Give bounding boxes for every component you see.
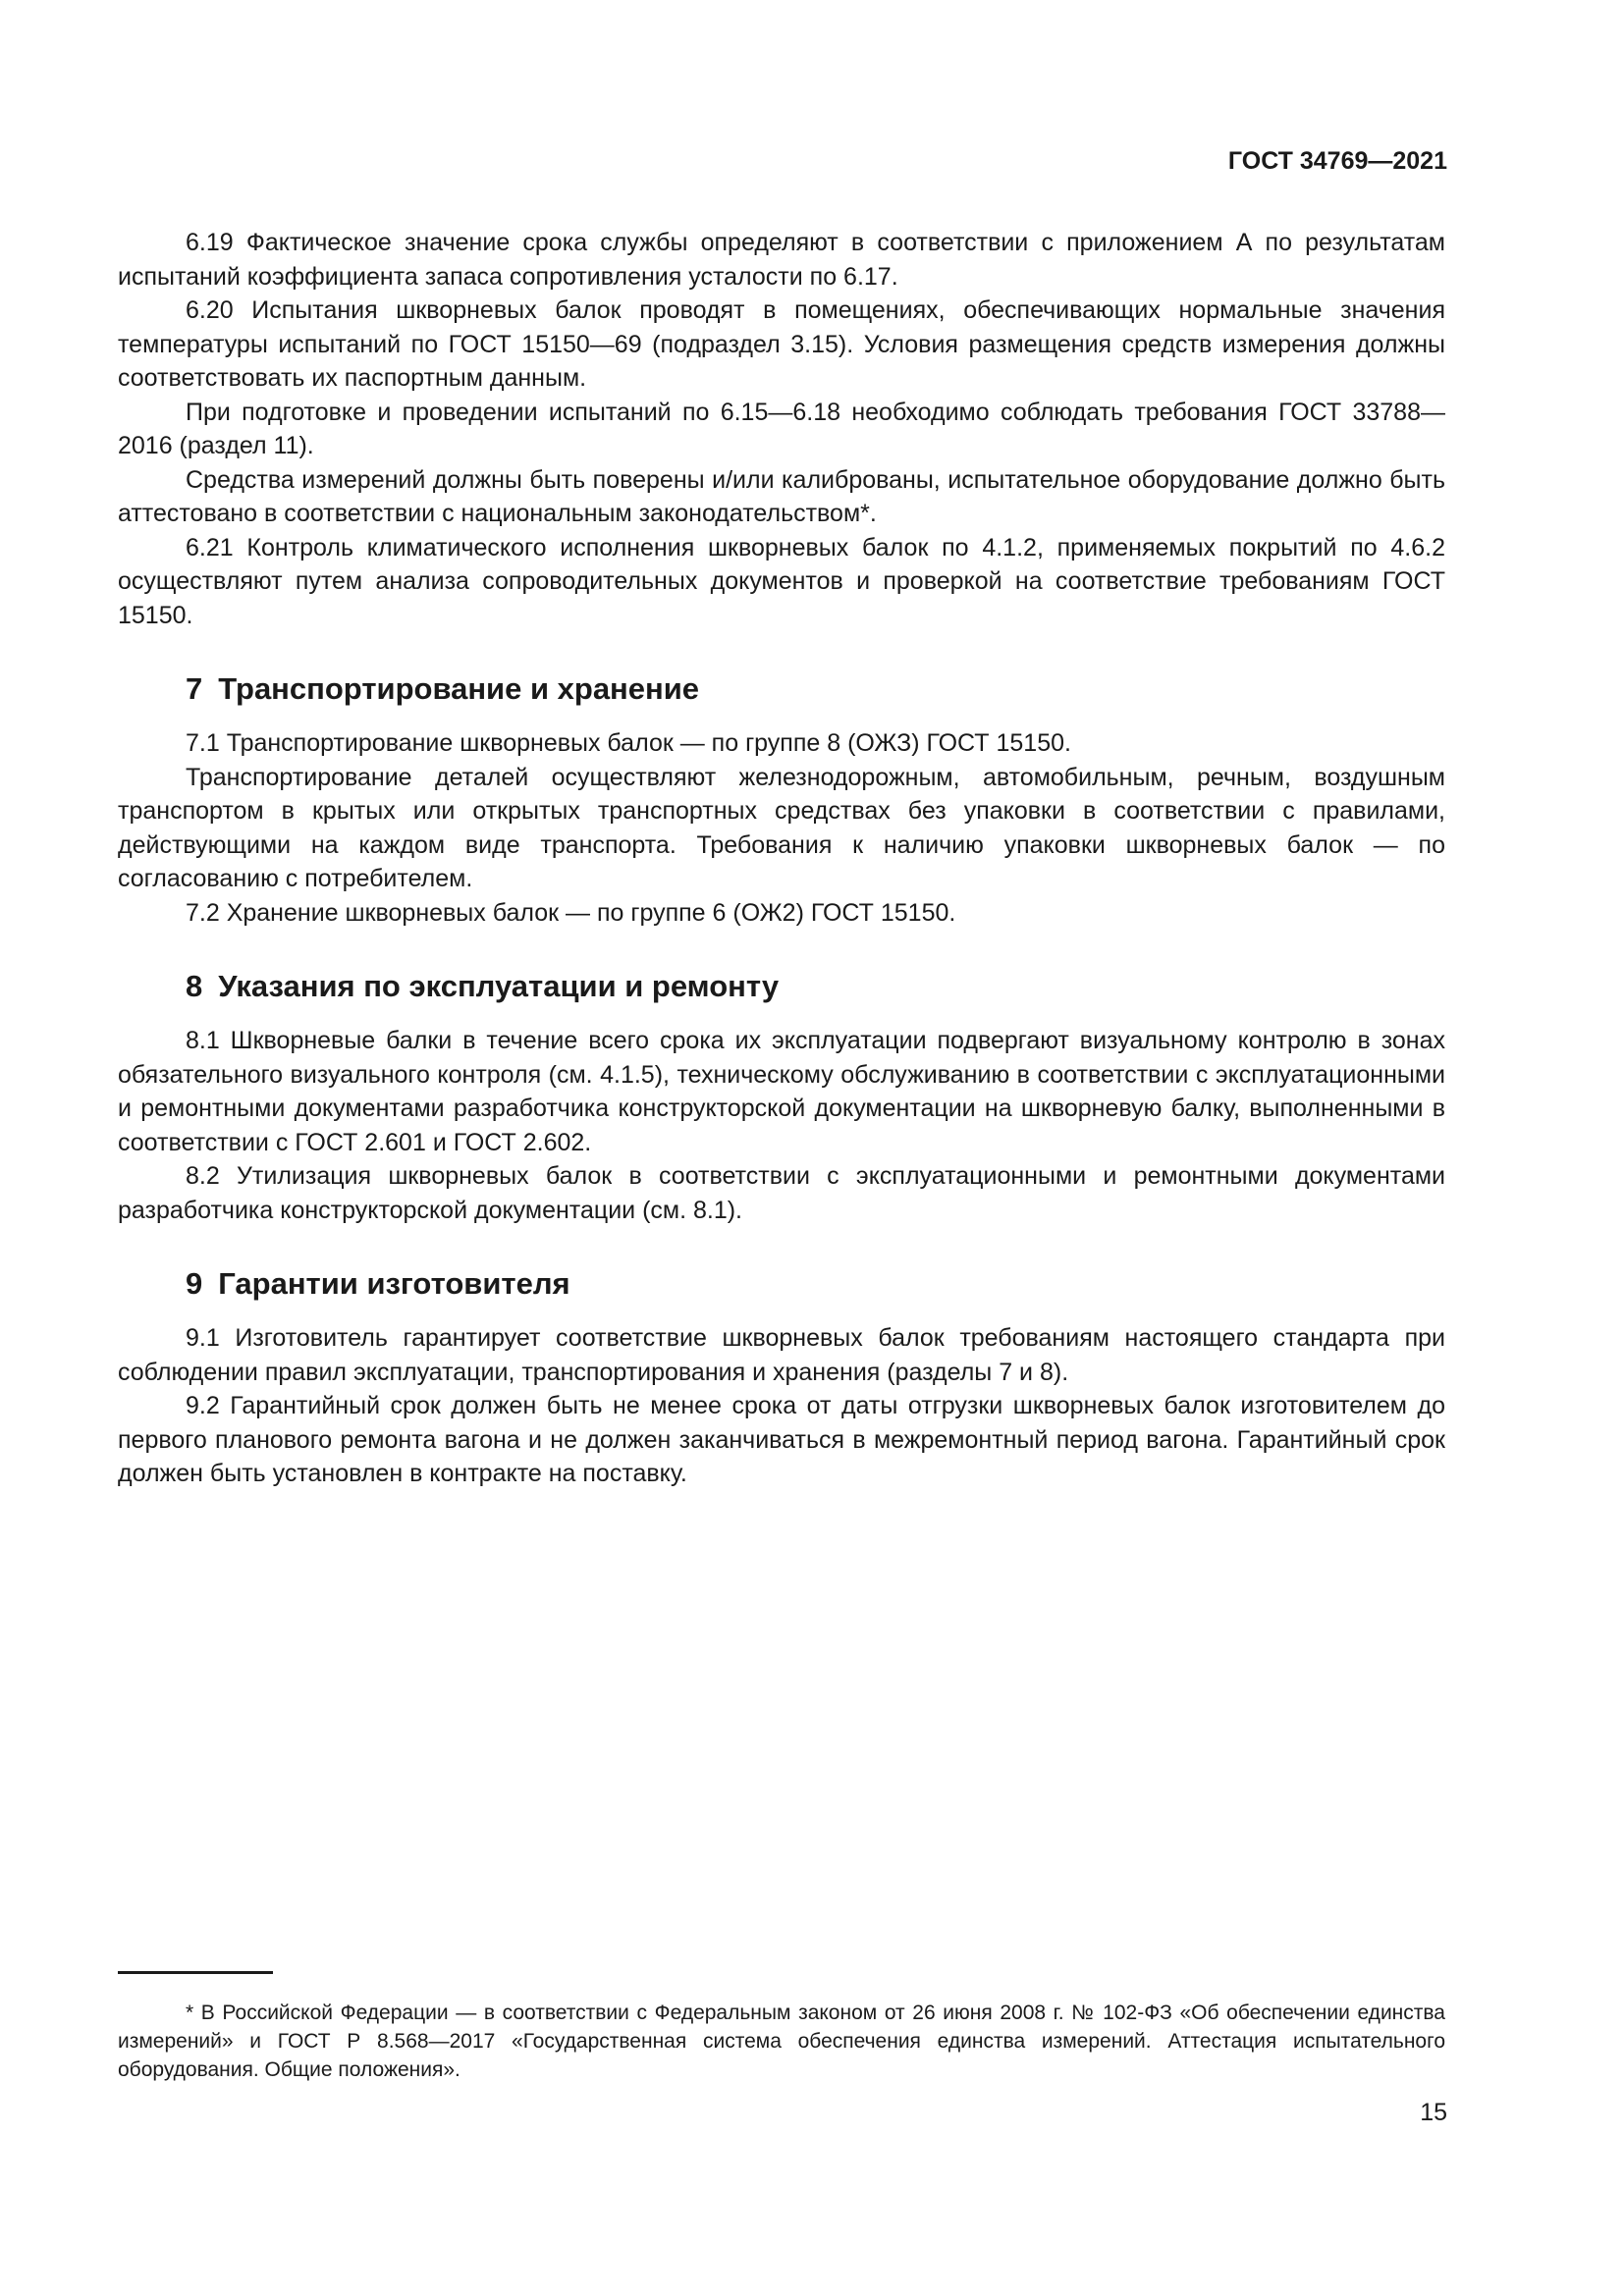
- paragraph-6-21: 6.21 Контроль климатического исполнения шкворневых балок по 4.1.2, применяемых покрытий по 4.6.2 осуществляют путем анализа сопроводительных документов и проверкой на соответствие требованиям ГОСТ 15150.: [118, 533, 1445, 629]
- paragraph-7-1-transport: Транспортирование деталей осуществляют железнодорожным, автомобильным, речным, воздушным транспортом в крытых или открытых транспортных средствах без упаковки в соответствии с правилами, действующими на каждом виде транспорта. Требования к наличию упаковки шкворневых балок — по согласованию с потребителем.: [118, 763, 1445, 892]
- footnote-text: * В Российской Федерации — в соответствии с Федеральным законом от 26 июня 2008 г. № 102-ФЗ «Об обеспечении единства измерений» и ГОСТ Р 8.568—2017 «Государственная система обеспечения единства измерений. Аттестация испытательного оборудования. Общие положения».: [118, 2002, 1445, 2081]
- section-8-heading: [118, 967, 1445, 1006]
- paragraph-6-20: 6.20 Испытания шкворневых балок проводят в помещениях, обеспечивающих нормальные значения температуры испытаний по ГОСТ 15150—69 (подраздел 3.15). Условия размещения средств измерения должны соответствовать их паспортным данным.: [118, 296, 1445, 392]
- paragraph-7-2: 7.2 Хранение шкворневых балок — по группе 6 (ОЖ2) ГОСТ 15150.: [186, 898, 956, 927]
- section-7-title: Транспортирование и хранение: [218, 671, 700, 706]
- section-8-title: Указания по эксплуатации и ремонту: [218, 969, 780, 1003]
- paragraph-6-20-testing-requirements: При подготовке и проведении испытаний по 6.15—6.18 необходимо соблюдать требования ГОСТ 33788—2016 (раздел 11).: [118, 398, 1445, 459]
- document-code-header: ГОСТ 34769—2021: [1227, 147, 1447, 175]
- paragraph-8-2: 8.2 Утилизация шкворневых балок в соответствии с эксплуатационными и ремонтными документами разработчика конструкторской документации (см. 8.1).: [118, 1162, 1445, 1224]
- paragraph-6-20-measurement-means: Средства измерений должны быть поверены и/или калиброваны, испытательное оборудование должно быть аттестовано в соответствии с национальным законодательством*.: [118, 465, 1445, 527]
- paragraph-7-1: 7.1 Транспортирование шкворневых балок — по группе 8 (ОЖЗ) ГОСТ 15150.: [186, 729, 1071, 757]
- section-7-number: 7: [186, 671, 203, 706]
- footnote: [118, 1999, 1445, 2084]
- page-number: 15: [1420, 2099, 1447, 2126]
- paragraph-8-1: 8.1 Шкворневые балки в течение всего срока их эксплуатации подвергают визуальному контролю в зонах обязательного визуального контроля (см. 4.1.5), техническому обслуживанию в соответствии с эксплуатационными и ремонтными документами разработчика конструкторской документации на шкворневую балку, выполненными в соответствии с ГОСТ 2.601 и ГОСТ 2.602.: [118, 1027, 1445, 1156]
- paragraph-6-19: 6.19 Фактическое значение срока службы определяют в соответствии с приложением А по результатам испытаний коэффициента запаса сопротивления усталости по 6.17.: [118, 229, 1445, 291]
- section-9-heading: [118, 1264, 1445, 1304]
- section-8-number: 8: [186, 969, 203, 1003]
- paragraph-9-2: 9.2 Гарантийный срок должен быть не менее срока от даты отгрузки шкворневых балок изготовителем до первого планового ремонта вагона и не должен заканчиваться в межремонтный период вагона. Гарантийный срок должен быть установлен в контракте на поставку.: [118, 1392, 1445, 1487]
- paragraph-9-1: 9.1 Изготовитель гарантирует соответствие шкворневых балок требованиям настоящего стандарта при соблюдении правил эксплуатации, транспортирования и хранения (разделы 7 и 8).: [118, 1324, 1445, 1386]
- footnote-separator: [118, 1971, 273, 1974]
- section-7-heading: [118, 669, 1445, 709]
- main-content: [118, 226, 1445, 1491]
- section-9-title: Гарантии изготовителя: [218, 1266, 570, 1301]
- section-9-number: 9: [186, 1266, 203, 1301]
